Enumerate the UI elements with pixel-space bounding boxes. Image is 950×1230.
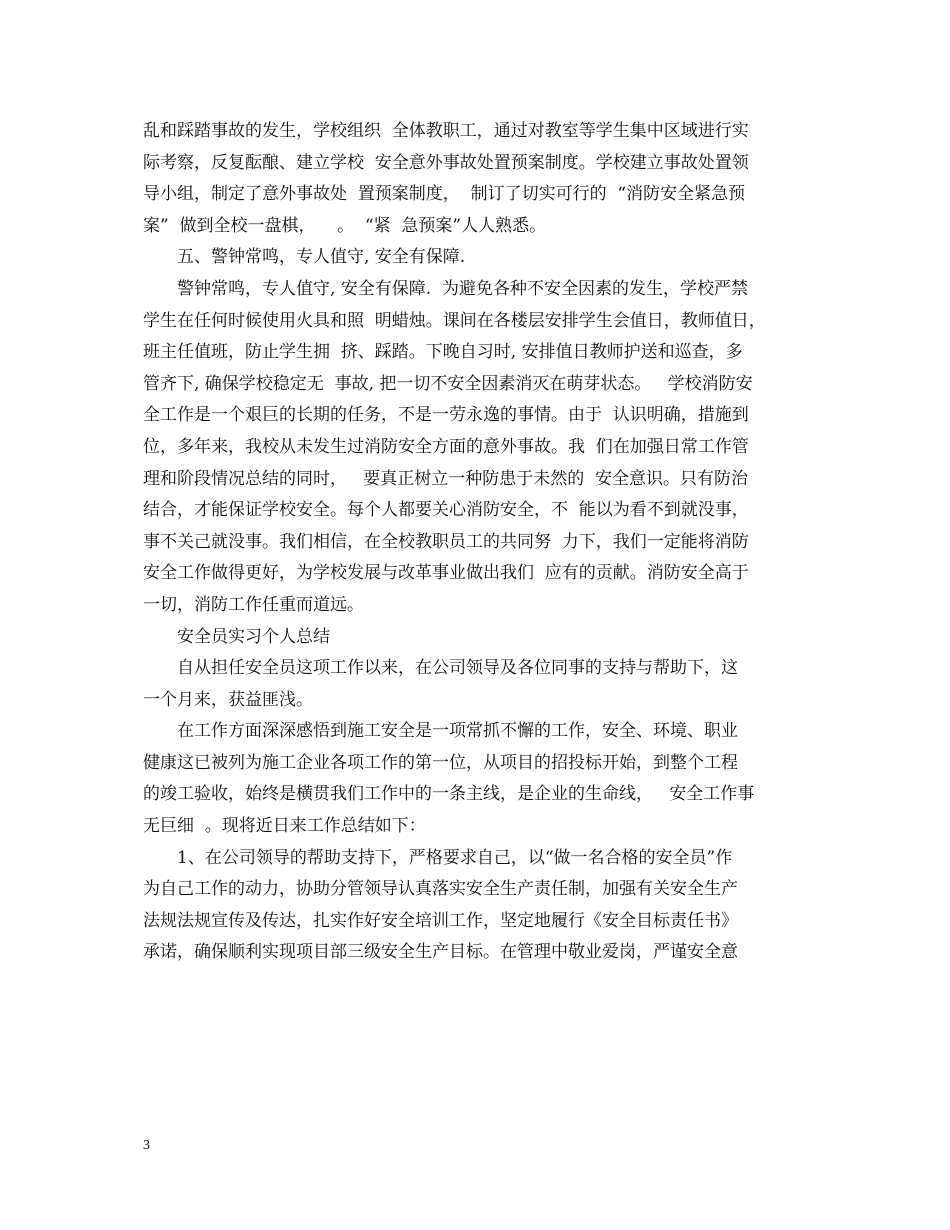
text-line: 无巨细 。现将近日来工作总结如下：	[143, 816, 426, 837]
text-line: 一个月来，获益匪浅。	[143, 689, 313, 710]
text-line: 管齐下, 确保学校稳定无 事故, 把一切不安全因素消灭在萌芽状态。 学校消防安	[143, 373, 753, 394]
text-line: 在工作方面深深感悟到施工安全是一项常抓不懈的工作，安全、环境、职业	[177, 721, 738, 742]
text-line: 1、在公司领导的帮助支持下，严格要求自己，以“做一名合格的安全员”作	[177, 847, 733, 868]
text-line: 全工作是一个艰巨的长期的任务，不是一劳永逸的事情。由于 认识明确，措施到	[143, 405, 749, 426]
text-line: 自从担任安全员这项工作以来，在公司领导及各位同事的支持与帮助下，这	[177, 658, 738, 679]
text-line: 法规法规宣传及传达，扎实作好安全培训工作，坚定地履行《安全目标责任书》	[143, 910, 738, 931]
text-line: 为自己工作的动力，协助分管领导认真落实安全生产责任制，加强有关安全生产	[143, 879, 738, 900]
text-line: 安全员实习个人总结	[177, 626, 330, 647]
text-line: 导小组，制定了意外事故处 置预案制度， 制订了切实可行的 “消防安全紧急预	[143, 184, 746, 205]
text-line: 际考察，反复酝酿、建立学校 安全意外事故处置预案制度。学校建立事故处置领	[143, 152, 749, 173]
document-body	[143, 116, 813, 969]
text-line: 理和阶段情况总结的同时， 要真正树立一种防患于未然的 安全意识。只有防治	[143, 468, 749, 489]
text-line: 班主任值班，防止学生拥 挤、踩踏。下晚自习时, 安排值日教师护送和巡查，多	[143, 342, 743, 363]
text-line: 五、警钟常鸣，专人值守, 安全有保障.	[177, 247, 466, 268]
text-line: 案” 做到全校一盘棋， 。 “紧 急预案”人人熟悉。	[143, 215, 547, 236]
text-line: 健康这已被列为施工企业各项工作的第一位，从项目的招投标开始，到整个工程	[143, 752, 738, 773]
text-line: 一切，消防工作任重而道远。	[143, 594, 364, 615]
text-line: 的竣工验收，始终是横贯我们工作中的一条主线，是企业的生命线， 安全工作事	[143, 784, 755, 805]
text-line: 结合，才能保证学校安全。每个人都要关心消防安全，不 能以为看不到就没事，	[143, 500, 749, 521]
text-line: 承诺，确保顺利实现项目部三级安全生产目标。在管理中敬业爱岗，严谨安全意	[143, 942, 738, 963]
text-line: 位，多年来，我校从未发生过消防安全方面的意外事故。我 们在加强日常工作管	[143, 436, 749, 457]
text-line: 学生在任何时候使用火具和照 明蜡烛。课间在各楼层安排学生会值日，教师值日，	[143, 310, 766, 331]
text-line: 警钟常鸣，专人值守, 安全有保障. 为避免各种不安全因素的发生，学校严禁	[177, 278, 749, 299]
text-line: 事不关己就没事。我们相信，在全校教职员工的共同努 力下，我们一定能将消防	[143, 531, 749, 552]
text-line: 乱和踩踏事故的发生，学校组织 全体教职工，通过对教室等学生集中区域进行实	[143, 121, 749, 141]
page-number: 3	[143, 1138, 150, 1153]
text-line: 安全工作做得更好，为学校发展与改革事业做出我们 应有的贡献。消防安全高于	[143, 563, 749, 584]
